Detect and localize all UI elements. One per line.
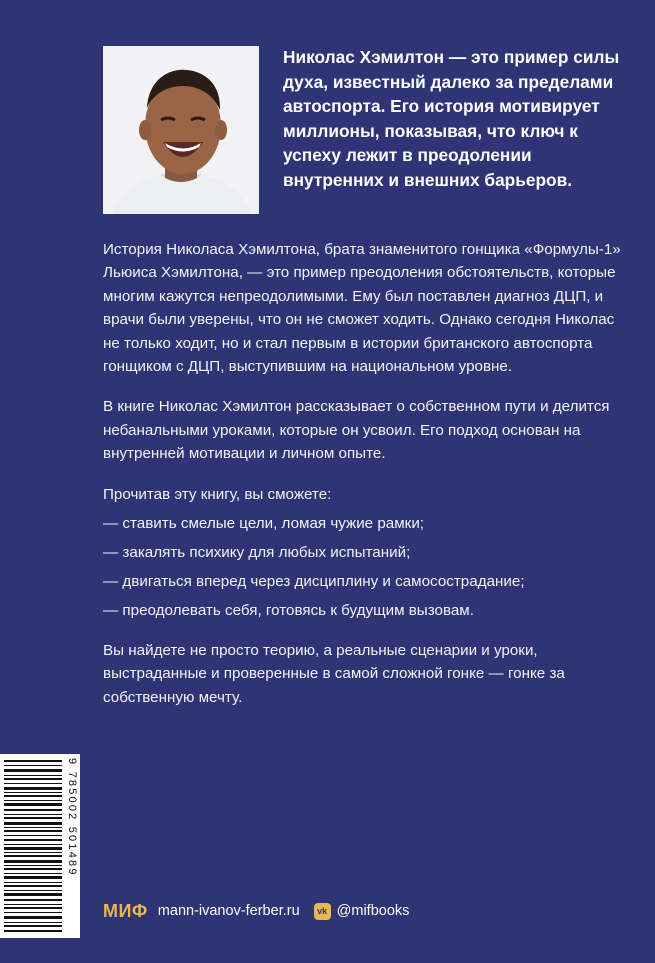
description	[103, 238, 623, 709]
list-item: — преодолевать себя, готовясь к будущим вызовам.	[103, 602, 474, 620]
list-item: — закалять психику для любых испытаний;	[103, 544, 411, 562]
vk-icon	[314, 903, 331, 920]
publisher-logo: МИФ	[103, 900, 148, 921]
isbn-number: 9 785002 501489	[66, 758, 78, 877]
intro-text: Николас Хэмилтон — это пример силы духа, известный далеко за пределами автоспорта. Его история мотивирует миллионы, показывая, что ключ к успеху лежит в преодолении внутренних и внешних барьеров.	[283, 47, 620, 190]
paragraph-list-intro: Прочитав эту книгу, вы сможете:	[103, 485, 332, 503]
vk-icon-label: vk	[317, 906, 328, 916]
publisher-footer	[103, 898, 409, 924]
paragraph-book: В книге Николас Хэмилтон рассказывает о собственном пути и делится небанальными уроками, которые он усвоил. Его подход основан на внутренней мотивации и личном опыте.	[103, 398, 610, 463]
barcode-bars	[0, 754, 64, 938]
barcode-digits	[64, 758, 80, 934]
benefits-list	[103, 512, 623, 622]
paragraph-story: История Николаса Хэмилтона, брата знаменитого гонщика «Формулы-1» Льюиса Хэмилтона, — это пример преодоления обстоятельств, которые многим кажутся непреодолимыми. Ему был поставлен диагноз ДЦП, и врачи были уверены, что он не сможет ходить. Однако сегодня Николас не только ходит, но и стал первым в истории британского автоспорта гонщиком с ДЦП, выступившим на национальном уровне.	[103, 241, 621, 376]
paragraph-closing: Вы найдете не просто теорию, а реальные сценарии и уроки, выстраданные и проверенные в самой сложной гонке — гонке за собственную мечту.	[103, 642, 565, 706]
list-item: — ставить смелые цели, ломая чужие рамки;	[103, 515, 425, 533]
website-link[interactable]: mann-ivanov-ferber.ru	[157, 903, 300, 919]
list-item: — двигаться вперед через дисциплину и самосострадание;	[103, 573, 525, 591]
author-photo	[103, 46, 259, 214]
author-portrait-image	[103, 46, 259, 214]
social-handle[interactable]: @mifbooks	[336, 903, 410, 919]
